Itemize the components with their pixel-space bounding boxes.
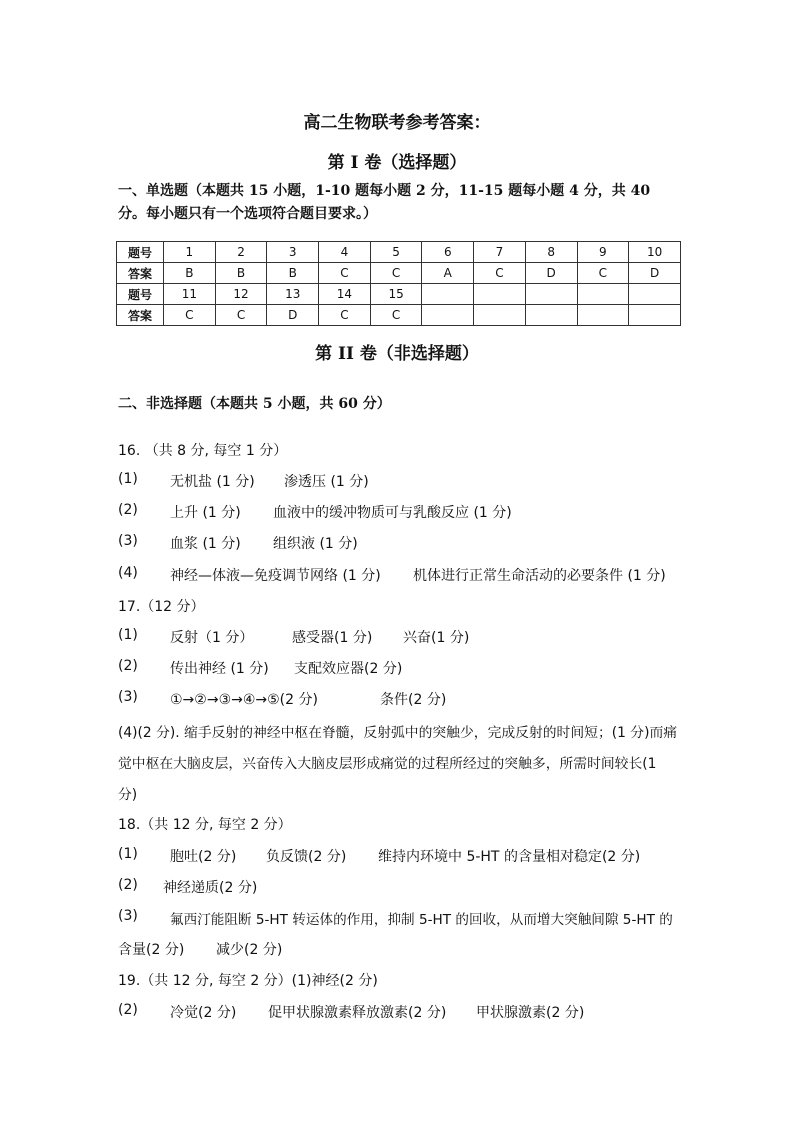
answer: 传出神经 (1 分) (170, 661, 269, 677)
section2-instructions: 二、非选择题（本题共 5 小题，共 60 分） (118, 396, 391, 412)
table-row-header: 答案 (117, 305, 164, 326)
item-number: (3) (118, 533, 138, 549)
page-title: 高二生物联考参考答案： (303, 113, 491, 133)
table-cell: B (215, 263, 267, 284)
answer: 反射（1 分） (170, 630, 254, 646)
answer: 感受器(1 分) (292, 630, 373, 646)
item-number: (1) (118, 846, 138, 862)
answer: 机体进行正常生命活动的必要条件 (1 分) (413, 568, 666, 584)
answer-table (116, 241, 681, 326)
table-cell: 8 (525, 242, 577, 263)
answer: ①→②→③→④→⑤(2 分) (170, 692, 318, 708)
q19-heading: 19.（共 12 分, 每空 2 分）(1)神经(2 分) (118, 973, 378, 989)
item-number: (2) (118, 502, 138, 518)
table-cell: C (164, 305, 216, 326)
table-cell: 15 (370, 284, 422, 305)
answer: 胞吐(2 分) (170, 849, 237, 865)
table-cell: 4 (319, 242, 371, 263)
item-number: (2) (118, 658, 138, 674)
table-cell: A (422, 263, 474, 284)
table-row-header: 答案 (117, 263, 164, 284)
q18-heading: 18.（共 12 分, 每空 2 分） (118, 817, 292, 833)
answer: 条件(2 分) (380, 692, 447, 708)
answer: 减少(2 分) (216, 942, 283, 958)
section1-instructions-line1: 一、单选题（本题共 15 小题，1-10 题每小题 2 分，11-15 题每小题 4 分，共 40 (118, 183, 651, 199)
item-number: (3) (118, 908, 138, 924)
table-row (117, 284, 681, 305)
answer: 神经递质(2 分) (163, 880, 258, 896)
table-cell: 12 (215, 284, 267, 305)
answer: 兴奋(1 分) (403, 630, 470, 646)
table-cell: 1 (164, 242, 216, 263)
item-number: (2) (118, 877, 138, 893)
table-cell: D (267, 305, 319, 326)
q17-para-line2: 觉中枢在大脑皮层，兴奋传入大脑皮层形成痛觉的过程所经过的突触多，所需时间较长(1 (118, 756, 657, 772)
answer: 支配效应器(2 分) (294, 661, 403, 677)
table-cell (525, 284, 577, 305)
table-cell: C (319, 263, 371, 284)
table-cell: 5 (370, 242, 422, 263)
table-cell: 11 (164, 284, 216, 305)
q17-para-line3: 分) (118, 787, 138, 803)
table-row (117, 305, 681, 326)
answer: 上升 (1 分) (170, 505, 241, 521)
answer: 无机盐 (1 分) (170, 474, 255, 490)
table-cell: 2 (215, 242, 267, 263)
answer: 维持内环境中 5-HT 的含量相对稳定(2 分) (378, 849, 641, 865)
q17-para-line1: (4)(2 分). 缩手反射的神经中枢在脊髓，反射弧中的突触少，完成反射的时间短；(1 分)而痛 (118, 725, 678, 741)
answer: 冷觉(2 分) (170, 1005, 237, 1021)
answer: 神经—体液—免疫调节网络 (1 分) (170, 568, 381, 584)
answer: 组织液 (1 分) (273, 536, 358, 552)
table-cell: C (577, 263, 629, 284)
table-cell: 6 (422, 242, 474, 263)
table-cell (474, 284, 526, 305)
part2-heading: 第 II 卷（非选择题） (315, 344, 479, 364)
table-cell (474, 305, 526, 326)
table-cell: 7 (474, 242, 526, 263)
table-cell (422, 305, 474, 326)
table-cell: D (629, 263, 681, 284)
table-cell (629, 305, 681, 326)
table-cell (577, 284, 629, 305)
table-cell: 3 (267, 242, 319, 263)
table-cell (629, 284, 681, 305)
part1-heading: 第 I 卷（选择题） (327, 153, 467, 173)
item-number: (1) (118, 627, 138, 643)
table-cell: 9 (577, 242, 629, 263)
answer: 负反馈(2 分) (266, 849, 347, 865)
answer: 血浆 (1 分) (170, 536, 241, 552)
answer: 渗透压 (1 分) (284, 474, 369, 490)
table-cell (422, 284, 474, 305)
table-cell (577, 305, 629, 326)
answer: 促甲状腺激素释放激素(2 分) (268, 1005, 447, 1021)
table-cell: C (319, 305, 371, 326)
table-cell: 13 (267, 284, 319, 305)
table-cell: D (525, 263, 577, 284)
item-number: (1) (118, 471, 138, 487)
answer: 含量(2 分) (118, 942, 185, 958)
answer: 氟西汀能阻断 5-HT 转运体的作用，抑制 5-HT 的回收，从而增大突触间隙 5-HT 的 (170, 912, 673, 928)
section1-instructions-line2: 分。每小题只有一个选项符合题目要求。） (118, 206, 377, 222)
table-cell: B (267, 263, 319, 284)
answer: 甲状腺激素(2 分) (476, 1005, 585, 1021)
table-cell (525, 305, 577, 326)
table-cell: 10 (629, 242, 681, 263)
table-row (117, 242, 681, 263)
item-number: (3) (118, 689, 138, 705)
table-cell: C (370, 305, 422, 326)
table-cell: C (215, 305, 267, 326)
table-cell: B (164, 263, 216, 284)
table-row (117, 263, 681, 284)
table-row-header: 题号 (117, 242, 164, 263)
item-number: (4) (118, 565, 138, 581)
q16-heading: 16. （共 8 分, 每空 1 分） (118, 443, 288, 459)
answer: 血液中的缓冲物质可与乳酸反应 (1 分) (273, 505, 512, 521)
table-cell: 14 (319, 284, 371, 305)
table-cell: C (474, 263, 526, 284)
item-number: (2) (118, 1002, 138, 1018)
q17-heading: 17.（12 分） (118, 599, 205, 615)
table-row-header: 题号 (117, 284, 164, 305)
table-cell: C (370, 263, 422, 284)
